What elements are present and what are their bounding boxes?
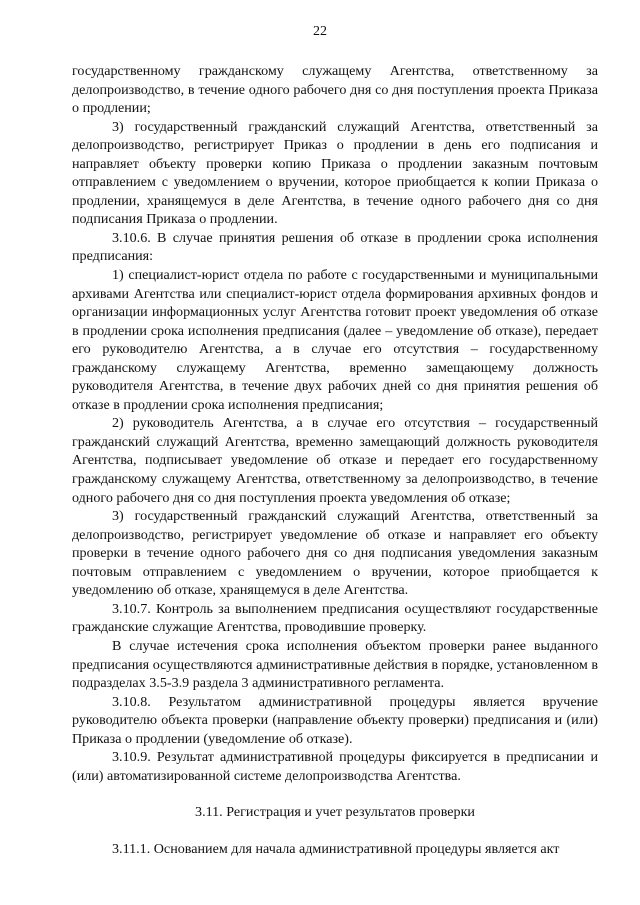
paragraph-3-10-6: 3.10.6. В случае принятия решения об отказе в продлении срока исполнения предписания: bbox=[72, 229, 598, 265]
paragraph-item-2-sign-notice: 2) руководитель Агентства, а в случае его отсутствия – государственный гражданский служащий Агентства, временно замещающий должность руководителя Агентства, подписывает уведомление об отказе и передает его государственному гражданскому служащему Агентства, ответственному за делопроизводство, в течение одного рабочего дня со дня поступления проекта уведомления об отказе; bbox=[72, 415, 598, 506]
paragraph-item-3-register-order: 3) государственный гражданский служащий Агентства, ответственный за делопроизводство, регистрирует Приказ о продлении в день его подписания и направляет объекту проверки копию Приказа о продлении заказным почтовым отправлением с уведомлением о вручении, которое приобщается к копии Приказа о продлении, хранящемуся в деле Агентства, в течение одного рабочего дня со дня подписания Приказа о продлении. bbox=[72, 118, 598, 228]
paragraph-item-3-register-notice: 3) государственный гражданский служащий Агентства, ответственный за делопроизводство, регистрирует уведомление об отказе и направляет его объекту проверки в течение одного рабочего дня со дня подписания уведомления заказным почтовым отправлением с уведомлением о вручении, которое приобщается к уведомлению об отказе, хранящемуся в деле Агентства. bbox=[72, 508, 598, 599]
paragraph-3-10-8: 3.10.8. Результатом административной процедуры является вручение руководителю объекта проверки (направление объекту проверки) предписания и (или) Приказа о продлении (уведомление об отказе). bbox=[72, 693, 598, 747]
paragraph-continuation: государственному гражданскому служащему Агентства, ответственному за делопроизводство, в течение одного рабочего дня со дня поступления проекта Приказа о продлении; bbox=[72, 63, 598, 117]
paragraph-expiry-case: В случае истечения срока исполнения объектом проверки ранее выданного предписания осуществляются административные действия в порядке, установленном в подразделах 3.5-3.9 раздела 3 административного регламента. bbox=[72, 637, 598, 692]
paragraph-3-10-7: 3.10.7. Контроль за выполнением предписания осуществляют государственные гражданские служащие Агентства, проводившие проверку. bbox=[72, 600, 598, 636]
paragraph-3-10-9: 3.10.9. Результат административной процедуры фиксируется в предписании и (или) автоматизированной системе делопроизводства Агентства. bbox=[72, 749, 598, 784]
paragraph-3-11-1: 3.11.1. Основанием для начала административной процедуры является акт bbox=[112, 840, 560, 857]
document-body bbox=[72, 62, 598, 858]
page-number: 22 bbox=[313, 24, 327, 39]
paragraph-item-1-prepare-notice: 1) специалист-юрист отдела по работе с государственными и муниципальными архивами Агентства или специалист-юрист отдела формирования архивных фондов и организации информационных услуг Агентства готовит проект уведомления об отказе в продлении срока исполнения предписания (далее – уведомление об отказе), передает его руководителю Агентства, а в случае его отсутствия – государственному гражданскому служащему Агентства, временно замещающему должность руководителя Агентства, в течение двух рабочих дней со дня принятия решения об отказе в продлении срока исполнения предписания; bbox=[72, 267, 598, 413]
section-heading: 3.11. Регистрация и учет результатов проверки bbox=[195, 804, 475, 821]
